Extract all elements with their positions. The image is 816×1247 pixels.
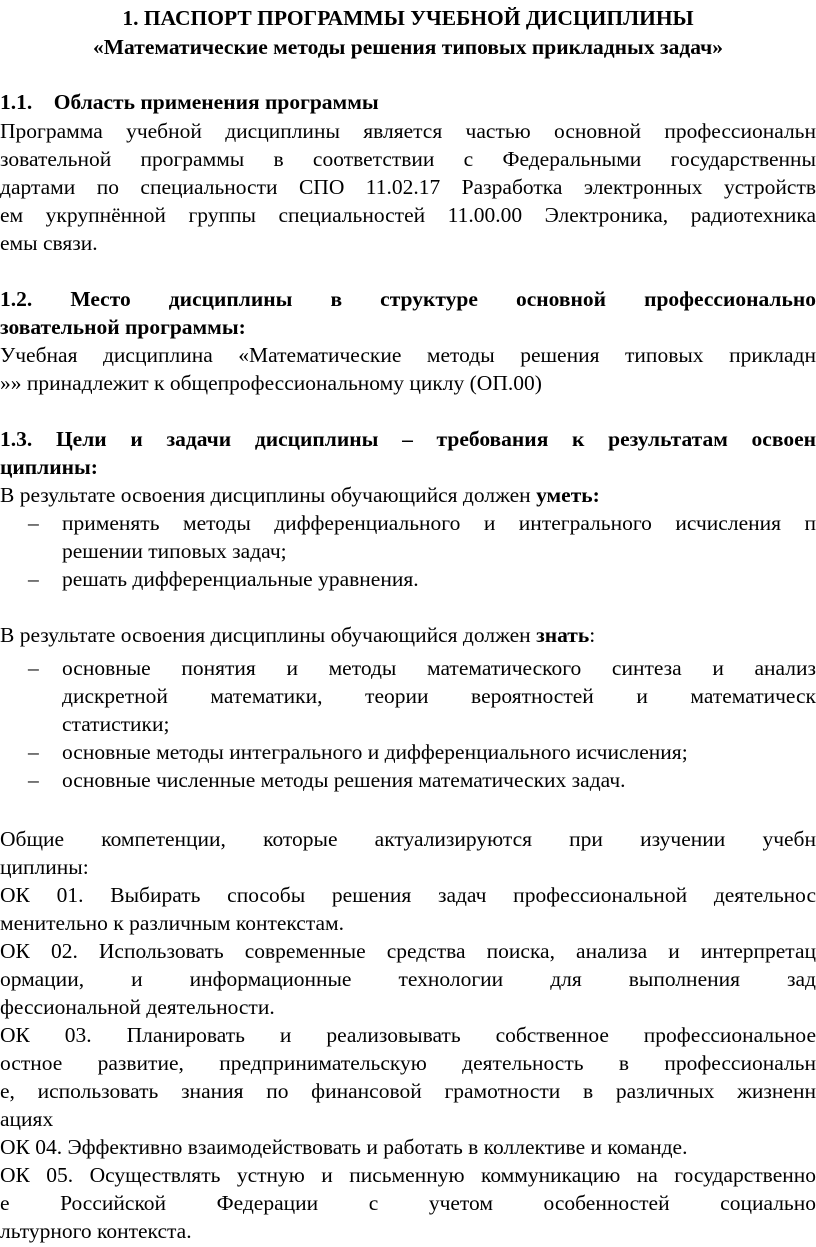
dash-bullet: – xyxy=(28,656,39,680)
paragraph-line: емы связи. xyxy=(0,231,98,255)
competencies-intro-cont: циплины: xyxy=(0,855,89,879)
competency-line: ОК 03. Планировать и реализовывать собственное профессиональное xyxy=(0,1023,816,1047)
competency-line: менительно к различным контекстам. xyxy=(0,911,345,935)
competency-line: ормации, и информационные технологии для выполнения зад xyxy=(0,967,816,991)
competency-line: е, использовать знания по финансовой грамотности в различных жизненн xyxy=(0,1079,816,1103)
competency-line: ОК 02. Использовать современные средства поиска, анализа и интерпретац xyxy=(0,939,816,963)
competency-line: ОК 01. Выбирать способы решения задач профессиональной деятельнос xyxy=(0,883,816,907)
list-item-cont: статистики; xyxy=(62,712,170,736)
paragraph-line: »» принадлежит к общепрофессиональному циклу (ОП.00) xyxy=(0,371,542,395)
section-1-2-heading-cont: зовательной программы: xyxy=(0,315,246,339)
competency-line: ациях xyxy=(0,1107,54,1131)
paragraph-line: дартами по специальности СПО 11.02.17 Разработка электронных устройств xyxy=(0,175,816,199)
competency-line: фессиональной деятельности. xyxy=(0,995,275,1019)
page-subtitle: «Математические методы решения типовых прикладных задач» xyxy=(93,35,723,59)
paragraph-line: зовательной программы в соответствии с Федеральными государственны xyxy=(0,147,816,171)
competency-line: ОК 04. Эффективно взаимодействовать и работать в коллективе и команде. xyxy=(0,1135,688,1159)
competency-line: ОК 05. Осуществлять устную и письменную коммуникацию на государственно xyxy=(0,1163,816,1187)
section-1-2-heading: 1.2. Место дисциплины в структуре основной профессионально xyxy=(0,287,816,311)
dash-bullet: – xyxy=(28,768,39,792)
section-1-3-heading: 1.3. Цели и задачи дисциплины – требования к результатам освоен xyxy=(0,427,816,451)
paragraph-line: Программа учебной дисциплины является частью основной профессиональн xyxy=(0,119,816,143)
paragraph-line: Учебная дисциплина «Математические методы решения типовых прикладн xyxy=(0,343,816,367)
paragraph-line: ем укрупнённой группы специальностей 11.00.00 Электроника, радиотехника xyxy=(0,203,816,227)
page-title: 1. ПАСПОРТ ПРОГРАММЫ УЧЕБНОЙ ДИСЦИПЛИНЫ xyxy=(122,6,694,30)
umet-intro: В результате освоения дисциплины обучающийся должен уметь: xyxy=(0,483,600,507)
competency-line: е Российской Федерации с учетом особенностей социально xyxy=(0,1191,816,1215)
dash-bullet: – xyxy=(28,511,39,535)
list-item-cont: решении типовых задач; xyxy=(62,539,287,563)
dash-bullet: – xyxy=(28,740,39,764)
znat-intro: В результате освоения дисциплины обучающийся должен знать: xyxy=(0,623,596,647)
section-1-1-heading: 1.1. Область применения программы xyxy=(0,90,379,114)
dash-bullet: – xyxy=(28,567,39,591)
competency-line: остное развитие, предпринимательскую деятельность в профессиональн xyxy=(0,1051,816,1075)
competency-line: льтурного контекста. xyxy=(0,1219,192,1243)
section-1-3-heading-cont: циплины: xyxy=(0,455,98,479)
competencies-intro: Общие компетенции, которые актуализируются при изучении учебн xyxy=(0,827,816,851)
list-item-cont: дискретной математики, теории вероятностей и математическ xyxy=(62,684,816,708)
